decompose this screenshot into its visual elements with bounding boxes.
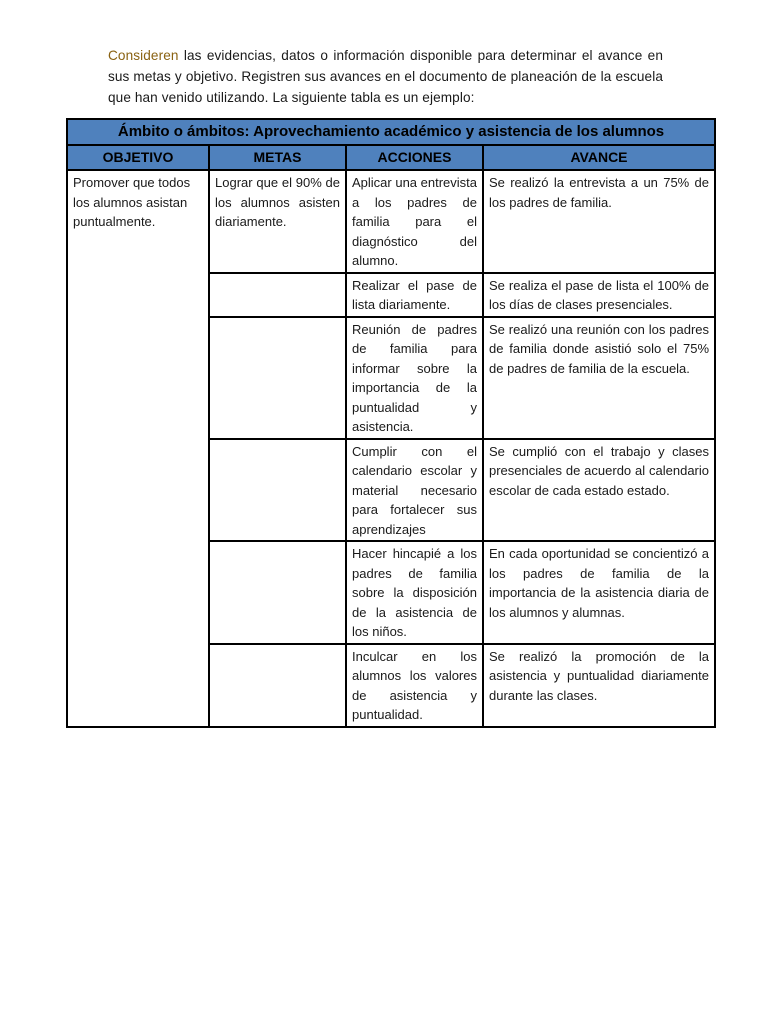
avance-cell: Se realiza el pase de lista el 100% de los días de clases presenciales. xyxy=(483,273,715,317)
intro-paragraph xyxy=(108,45,663,108)
planning-table xyxy=(66,118,716,728)
header-metas: METAS xyxy=(209,145,346,170)
table-row xyxy=(67,170,715,273)
avance-cell: Se realizó una reunión con los padres de familia donde asistió solo el 75% de padres de familia de la escuela. xyxy=(483,317,715,439)
header-acciones: ACCIONES xyxy=(346,145,483,170)
meta-cell xyxy=(209,439,346,542)
table-title: Ámbito o ámbitos: Aprovechamiento académico y asistencia de los alumnos xyxy=(67,119,715,145)
accion-cell: Inculcar en los alumnos los valores de asistencia y puntualidad. xyxy=(346,644,483,727)
meta-cell xyxy=(209,273,346,317)
accion-cell: Aplicar una entrevista a los padres de familia para el diagnóstico del alumno. xyxy=(346,170,483,273)
table-header-row xyxy=(67,145,715,170)
accion-cell: Hacer hincapié a los padres de familia sobre la disposición de la asistencia de los niños. xyxy=(346,541,483,644)
accion-cell: Cumplir con el calendario escolar y material necesario para fortalecer sus aprendizajes xyxy=(346,439,483,542)
meta-cell xyxy=(209,317,346,439)
intro-keyword: Consideren xyxy=(108,48,179,63)
header-objetivo: OBJETIVO xyxy=(67,145,209,170)
table-title-row xyxy=(67,119,715,145)
intro-text: las evidencias, datos o información disponible para determinar el avance en sus metas y objetivo. Registren sus avances en el documento de planeación de la escuela que han venido utilizando. La siguiente tabla es un ejemplo: xyxy=(108,48,663,105)
avance-cell: Se realizó la entrevista a un 75% de los padres de familia. xyxy=(483,170,715,273)
avance-cell: Se cumplió con el trabajo y clases presenciales de acuerdo al calendario escolar de cada estado estado. xyxy=(483,439,715,542)
accion-cell: Realizar el pase de lista diariamente. xyxy=(346,273,483,317)
avance-cell: Se realizó la promoción de la asistencia y puntualidad diariamente durante las clases. xyxy=(483,644,715,727)
avance-cell: En cada oportunidad se concientizó a los padres de familia de la importancia de la asistencia diaria de los alumnos y alumnas. xyxy=(483,541,715,644)
meta-cell xyxy=(209,644,346,727)
accion-cell: Reunión de padres de familia para informar sobre la importancia de la puntualidad y asistencia. xyxy=(346,317,483,439)
meta-cell xyxy=(209,541,346,644)
header-avance: AVANCE xyxy=(483,145,715,170)
meta-cell: Lograr que el 90% de los alumnos asisten diariamente. xyxy=(209,170,346,273)
objetivo-cell: Promover que todos los alumnos asistan puntualmente. xyxy=(67,170,209,727)
